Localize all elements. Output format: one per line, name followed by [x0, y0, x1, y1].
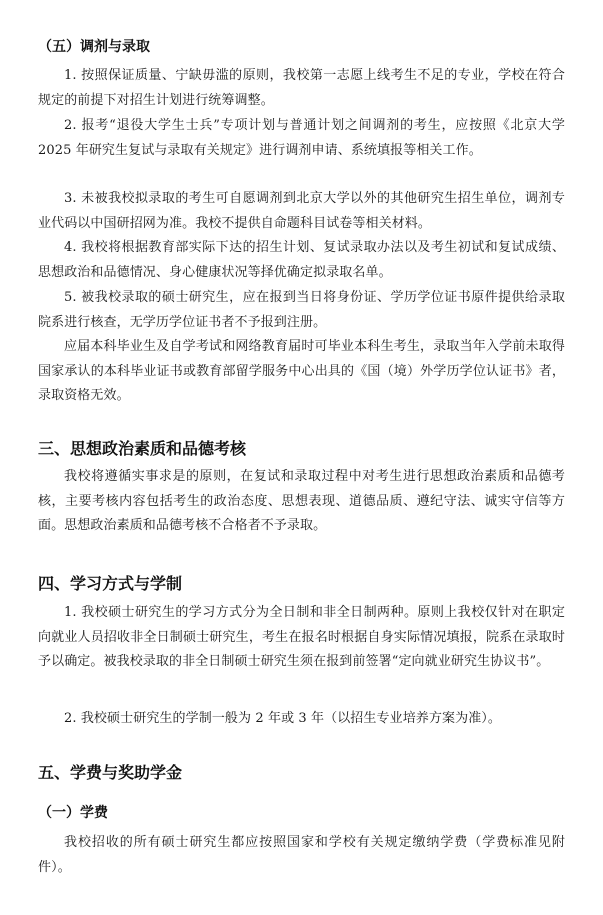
paragraph-adjust-2: 2. 报考“退役大学生士兵”专项计划与普通计划之间调剂的考生，应按照《北京大学 2025 年研究生复试与录取有关规定》进行调剂申请、系统填报等相关工作。: [38, 118, 565, 158]
paragraph-adjust-1: 1. 按照保证质量、宁缺毋滥的原则，我校第一志愿上线考生不足的专业，学校在符合规定的前提下对招生计划进行统筹调整。: [38, 68, 565, 108]
section-heading-adjust-admission: （五）调剂与录取: [38, 39, 150, 55]
paragraph-adjust-4: 4. 我校将根据教育部实际下达的招生计划、复试录取办法以及考生初试和复试成绩、思想政治和品德情况、身心健康状况等择优确定拟录取名单。: [38, 240, 565, 280]
section-heading-ideology: 三、思想政治素质和品德考核: [38, 439, 247, 458]
section-heading-study-mode: 四、学习方式与学制: [38, 574, 183, 593]
paragraph-ideology: 我校将遵循实事求是的原则，在复试和录取过程中对考生进行思想政治素质和品德考核，主要考核内容包括考生的政治态度、思想表现、道德品质、遵纪守法、诚实守信等方面。思想政治素质和品德考核不合格者不予录取。: [38, 469, 565, 533]
paragraph-study-2: 2. 我校硕士研究生的学制一般为 2 年或 3 年（以招生专业培养方案为准）。: [64, 711, 502, 726]
paragraph-adjust-3: 3. 未被我校拟录取的考生可自愿调剂到北京大学以外的其他研究生招生单位，调剂专业代码以中国研招网为准。我校不提供自命题科目试卷等相关材料。: [38, 191, 565, 231]
paragraph-adjust-6: 应届本科毕业生及自学考试和网络教育届时可毕业本科生考生，录取当年入学前未取得国家承认的本科毕业证书或教育部留学服务中心出具的《国（境）外学历学位认证书》者，录取资格无效。: [38, 339, 565, 403]
paragraph-study-1: 1. 我校硕士研究生的学习方式分为全日制和非全日制两种。原则上我校仅针对在职定向就业人员招收非全日制硕士研究生，考生在报名时根据自身实际情况填报，院系在录取时予以确定。被我校录取的非全日制硕士研究生须在报到前签署“定向就业研究生协议书”。: [38, 605, 565, 669]
section-heading-fees: 五、学费与奖助学金: [38, 763, 183, 782]
paragraph-adjust-5: 5. 被我校录取的硕士研究生，应在报到当日将身份证、学历学位证书原件提供给录取院系进行核查，无学历学位证书者不予报到注册。: [38, 290, 565, 330]
paragraph-tuition: 我校招收的所有硕士研究生都应按照国家和学校有关规定缴纳学费（学费标准见附件）。: [38, 835, 565, 875]
subsection-heading-tuition: （一）学费: [38, 805, 108, 821]
